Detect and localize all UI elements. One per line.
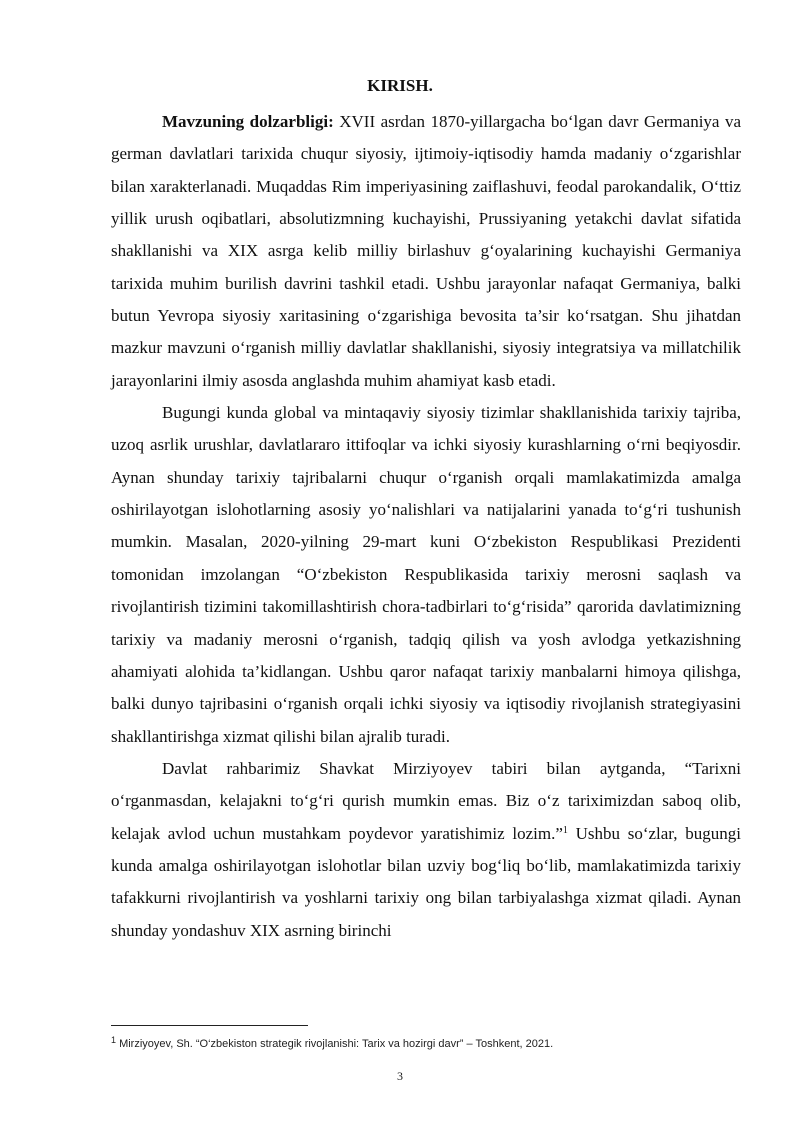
section-title: KIRISH. [367, 76, 433, 95]
footnote-text: Mirziyoyev, Sh. “O‘zbekiston strategik rivojlanishi: Tarix va hozirgi davr” – Toshkent, 2021. [116, 1038, 554, 1050]
footnote-number: 1 [111, 1035, 117, 1045]
paragraph-text: Ushbu so‘zlar, bugungi kunda amalga oshirilayotgan islohotlar bilan uzviy bog‘liq bo‘lib, mamlakatimizda tarixiy tafakkurni rivojlantirish va yoshlarni tarixiy ong bilan tarbiyalashga xizmat qiladi. Aynan shunday yondashuv XIX asrning birinchi [111, 823, 741, 940]
footnote [111, 1036, 741, 1052]
paragraph-context: Bugungi kunda global va mintaqaviy siyosiy tizimlar shakllanishida tarixiy tajriba, uzoq asrlik urushlar, davlatlararo ittifoqlar va ichki siyosiy kurashlarning o‘rni beqiyosdir. Aynan shunday tarixiy tajribalarni chuqur o‘rganish orqali mamlakatimizda amalga oshirilayotgan islohotlarning asosiy yo‘nalishlari va natijalarini yanada to‘g‘ri tushunish mumkin. Masalan, 2020-yilning 29-mart kuni O‘zbekiston Respublikasi Prezidenti tomonidan imzolangan “O‘zbekiston Respublikasida tarixiy merosni saqlash va rivojlantirish tizimini takomillashtirish chora-tadbirlari to‘g‘risida” qarorida davlatimizning tarixiy va madaniy merosni o‘rganish, tadqiq qilish va yosh avlodga yetkazishning ahamiyati alohida ta’kidlangan. Ushbu qaror nafaqat tarixiy manbalarni himoya qilishga, balki dunyo tajribasini o‘rganish orqali ichki siyosiy va iqtisodiy rivojlanish strategiyasini shakllantirishga xizmat qilishi bilan ajralib turadi. [111, 403, 741, 746]
paragraph-relevance [111, 106, 741, 397]
footnote-separator [111, 1025, 308, 1026]
footnote-reference: 1 [562, 824, 568, 836]
paragraph-quote [111, 753, 741, 947]
paragraph-lead: Mavzuning dolzarbligi: [162, 112, 334, 131]
paragraph-text: XVII asrdan 1870-yillargacha bo‘lgan davr Germaniya va german davlatlari tarixida chuqur siyosiy, ijtimoiy-iqtisodiy hamda madaniy o‘zgarishlar bilan xarakterlanadi. Muqaddas Rim imperiyasining zaiflashuvi, feodal parokandalik, O‘ttiz yillik urush oqibatlari, absolutizmning kuchayishi, Prussiyaning yetakchi davlat sifatida shakllanishi va XIX asrga kelib milliy birlashuv g‘oyalarining kuchayishi Germaniya tarixida muhim burilish davrini tashkil etadi. Ushbu jarayonlar nafaqat Germaniya, balki butun Yevropa siyosiy xaritasining o‘zgarishiga bevosita ta’sir ko‘rsatgan. Shu jihatdan mazkur mavzuni o‘rganish milliy davlatlar shakllanishi, siyosiy integratsiya va millatchilik jarayonlarini ilmiy asosda anglashda muhim ahamiyat kasb etadi. [111, 112, 742, 390]
page-number: 3 [397, 1069, 403, 1083]
paragraph-text: Davlat rahbarimiz Shavkat Mirziyoyev tabiri bilan aytganda, “Tarixni o‘rganmasdan, kelajakni to‘g‘ri qurish mumkin emas. Biz o‘z tariximizdan saboq olib, kelajak avlod uchun mustahkam poydevor yaratishimiz lozim.” [111, 758, 741, 843]
body-text [111, 106, 741, 947]
